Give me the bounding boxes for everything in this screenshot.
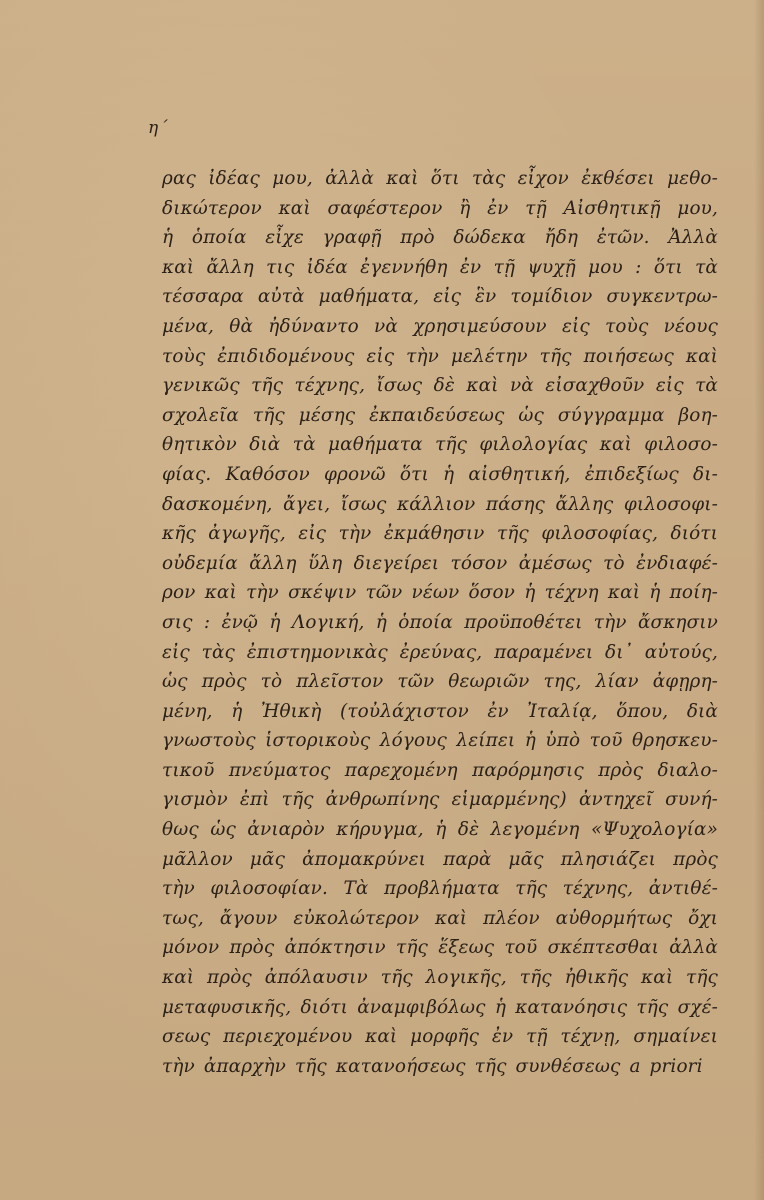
text-line: καὶ ἄλλη τις ἰδέα ἐγεννήθη ἐν τῇ ψυχῇ μου : ὅτι τὰ <box>162 256 718 278</box>
text-line: οὐδεμία ἄλλη ὕλη διεγείρει τόσον ἀμέσως τὸ ἐνδιαφέ- <box>162 552 718 574</box>
text-line: μόνον πρὸς ἀπόκτησιν τῆς ἕξεως τοῦ σκέπτεσθαι ἀλλὰ <box>162 937 718 959</box>
text-line: τέσσαρα αὐτὰ μαθήματα, εἰς ἓν τομίδιον συγκεντρω- <box>162 286 718 308</box>
text-line: καὶ πρὸς ἀπόλαυσιν τῆς λογικῆς, τῆς ἠθικῆς καὶ τῆς <box>162 967 718 989</box>
page-number: η΄ <box>148 118 169 138</box>
text-line: ὡς πρὸς τὸ πλεῖστον τῶν θεωριῶν της, λίαν ἀφῃρη- <box>162 671 718 693</box>
text-line: θως ὡς ἀνιαρὸν κήρυγμα, ἡ δὲ λεγομένη «Ψυχολογία» <box>162 819 718 841</box>
text-line: γισμὸν ἐπὶ τῆς ἀνθρωπίνης εἱμαρμένης) ἀντηχεῖ συνή- <box>162 789 718 811</box>
text-line: τοὺς ἐπιδιδομένους εἰς τὴν μελέτην τῆς ποιήσεως καὶ <box>162 345 718 367</box>
text-line: φίας. Καθόσον φρονῶ ὅτι ἡ αἰσθητική, ἐπιδεξίως δι- <box>162 463 718 485</box>
text-line: ρον καὶ τὴν σκέψιν τῶν νέων ὅσον ἡ τέχνη καὶ ἡ ποίη- <box>162 582 718 604</box>
text-line: ἡ ὁποία εἶχε γραφῇ πρὸ δώδεκα ἤδη ἐτῶν. Ἀλλὰ <box>162 227 718 249</box>
text-line: μένη, ἡ Ἠθικὴ (τοὐλάχιστον ἐν Ἰταλίᾳ, ὅπου, διὰ <box>162 700 718 722</box>
text-line: δασκομένη, ἄγει, ἴσως κάλλιον πάσης ἄλλης φιλοσοφι- <box>162 493 718 515</box>
text-line: τὴν φιλοσοφίαν. Τὰ προβλήματα τῆς τέχνης, ἀντιθέ- <box>162 878 718 900</box>
text-line: μένα, θὰ ἠδύναντο νὰ χρησιμεύσουν εἰς τοὺς νέους <box>162 315 718 337</box>
page-edge-shadow <box>754 0 764 1200</box>
text-line: ρας ἰδέας μου, ἀλλὰ καὶ ὅτι τὰς εἶχον ἐκθέσει μεθο- <box>162 168 718 189</box>
text-line: εἰς τὰς ἐπιστημονικὰς ἐρεύνας, παραμένει δι᾽ αὐτούς, <box>162 641 718 663</box>
text-line: τὴν ἀπαρχὴν τῆς κατανοήσεως τῆς συνθέσεως a priori <box>162 1055 703 1077</box>
text-line: μεταφυσικῆς, διότι ἀναμφιβόλως ἡ κατανόησις τῆς σχέ- <box>162 996 718 1018</box>
body-text <box>162 164 718 1081</box>
text-line: μᾶλλον μᾶς ἀπομακρύνει παρὰ μᾶς πλησιάζει πρὸς <box>162 848 718 870</box>
text-line: θητικὸν διὰ τὰ μαθήματα τῆς φιλολογίας καὶ φιλοσο- <box>162 434 718 456</box>
text-line: κῆς ἀγωγῆς, εἰς τὴν ἐκμάθησιν τῆς φιλοσοφίας, διότι <box>162 523 718 545</box>
text-line: τως, ἄγουν εὐκολώτερον καὶ πλέον αὐθορμήτως ὄχι <box>162 907 718 929</box>
text-line: γενικῶς τῆς τέχνης, ἴσως δὲ καὶ νὰ εἰσαχθοῦν εἰς τὰ <box>162 375 718 397</box>
text-line: δικώτερον καὶ σαφέστερον ἢ ἐν τῇ Αἰσθητικῇ μου, <box>162 197 718 219</box>
text-line: σχολεῖα τῆς μέσης ἐκπαιδεύσεως ὡς σύγγραμμα βοη- <box>162 404 718 426</box>
text-line: γνωστοὺς ἱστορικοὺς λόγους λείπει ἡ ὑπὸ τοῦ θρησκευ- <box>162 730 718 752</box>
text-line: τικοῦ πνεύματος παρεχομένη παρόρμησις πρὸς διαλο- <box>162 759 718 781</box>
text-line: σεως περιεχομένου καὶ μορφῆς ἐν τῇ τέχνῃ, σημαίνει <box>162 1026 718 1048</box>
text-line: σις : ἐνῷ ἡ Λογική, ἡ ὁποία προϋποθέτει τὴν ἄσκησιν <box>162 611 718 633</box>
